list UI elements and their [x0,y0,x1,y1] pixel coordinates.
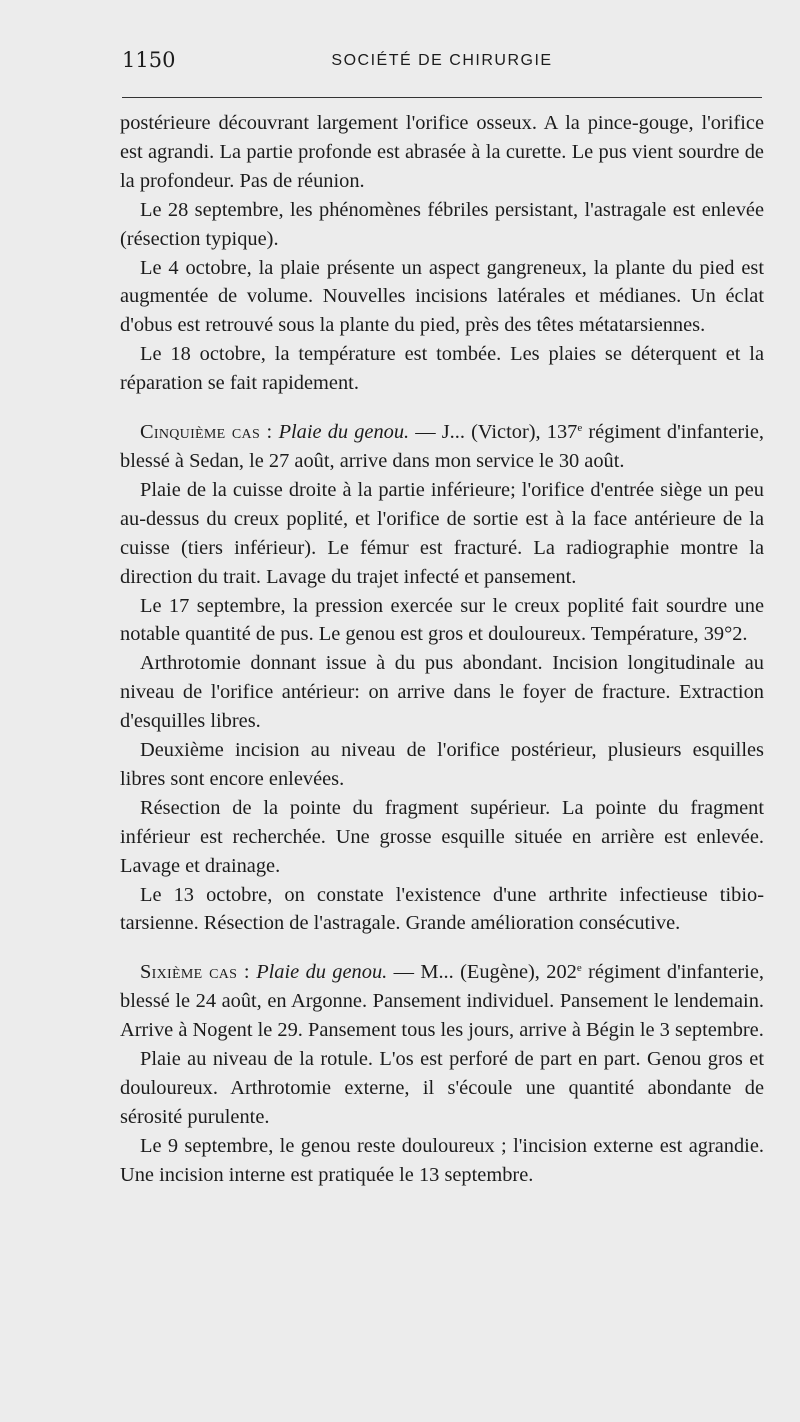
paragraph: Le 9 septembre, le genou reste douloureux ; l'incision externe est agrandie. Une incision interne est pratiquée le 13 septembre. [120,1134,764,1186]
running-title: SOCIÉTÉ DE CHIRURGIE [331,52,553,69]
case-title: Plaie du genou. [256,961,388,984]
paragraph: Plaie de la cuisse droite à la partie inférieure; l'orifice d'entrée siège un peu au-dessus du creux poplité, et l'orifice de sortie est à la face antérieure de la cuisse (tiers inférieur). Le fémur est fracturé. La radiographie montre la direction du trait. Lavage du trajet infecté et pansement. [120,478,764,588]
paragraph: Le 17 septembre, la pression exercée sur le creux poplité fait sourdre une notable quantité de pus. Le genou est gros et douloureux. Température, 39°2. [120,594,764,646]
ordinal-suffix: e [577,422,583,435]
case-patient: — J... (Victor), 137 [409,421,578,444]
case-details: régiment d'infanterie, blessé le 24 août, en Argonne. Pansement individuel. Pansement le lendemain. Arrive à Nogent le 29. Pansement tous les jours, arrive à Bégin le 3 septembre. [120,961,764,1042]
paragraph: Le 18 octobre, la température est tombée. Les plaies se déterquent et la réparation se fait rapidement. [120,343,764,395]
paragraph: Arthrotomie donnant issue à du pus abondant. Incision longitudinale au niveau de l'orifice antérieur: on arrive dans le foyer de fracture. Extraction d'esquilles libres. [120,652,764,733]
ordinal-suffix: e [576,962,582,975]
header-rule [122,97,762,98]
paragraph: Deuxième incision au niveau de l'orifice postérieur, plusieurs esquilles libres sont encore enlevées. [120,739,764,790]
case-patient: — M... (Eugène), 202 [387,961,577,984]
paragraph: Le 4 octobre, la plaie présente un aspect gangreneux, la plante du pied est augmentée de volume. Nouvelles incisions latérales et médianes. Un éclat d'obus est retrouvé sous la plante du pied, près des têtes métatarsiennes. [120,256,764,337]
paragraph: postérieure découvrant largement l'orifice osseux. A la pince-gouge, l'orifice est agrandi. La partie profonde est abrasée à la curette. Le pus vient sourdre de la profondeur. Pas de réunion. [120,112,764,192]
case-title: Plaie du genou. [278,421,410,444]
case-details: régiment d'infanterie, blessé à Sedan, le 27 août, arrive dans mon service le 30 août. [120,421,765,472]
case-label: Sixième cas : [140,961,250,984]
case-heading-paragraph [120,958,764,1045]
page-number: 1150 [122,48,176,72]
paragraph: Le 13 octobre, on constate l'existence d'une arthrite infectieuse tibio-tarsienne. Résection de l'astragale. Grande amélioration consécutive. [120,883,764,935]
paragraph: Le 28 septembre, les phénomènes fébriles persistant, l'astragale est enlevée (résection typique). [120,198,764,250]
case-label: Cinquième cas : [140,421,273,444]
page-header [122,46,762,78]
case-heading-paragraph [120,418,764,476]
paragraph: Plaie au niveau de la rotule. L'os est perforé de part en part. Genou gros et douloureux. Arthrotomie externe, il s'écoule une quantité abondante de sérosité purulente. [120,1048,764,1128]
body-text [120,109,764,1190]
paragraph: Résection de la pointe du fragment supérieur. La pointe du fragment inférieur est recherchée. Une grosse esquille située en arrière est enlevée. Lavage et drainage. [120,796,764,877]
